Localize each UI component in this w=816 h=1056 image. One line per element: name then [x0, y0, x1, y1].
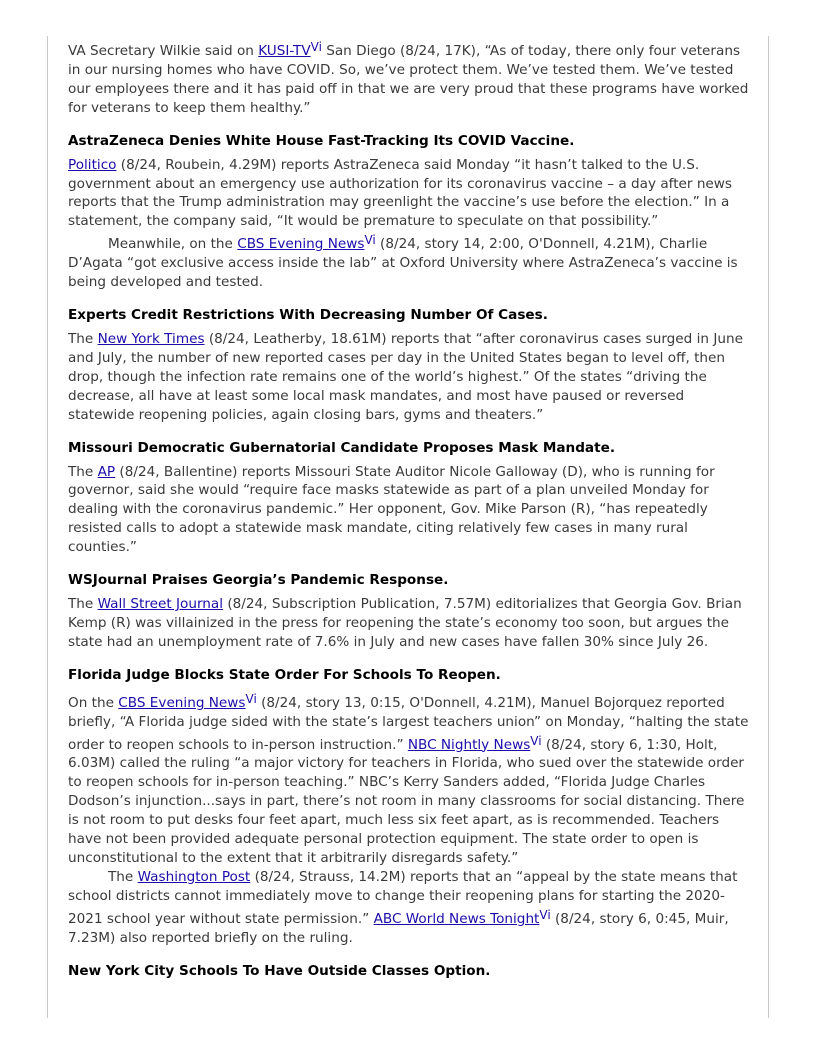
paragraph-text: (8/24, story 14, 2:00, O'Donnell, 4.21M), Charlie D’Agata “got exclusive access inside the lab” at Oxford University where AstraZeneca’s vaccine is being developed and tested.: [68, 236, 738, 291]
video-icon[interactable]: Vi: [364, 233, 376, 248]
source-link[interactable]: New York Times: [97, 330, 205, 347]
paragraph-text: (8/24, story 6, 1:30, Holt, 6.03M) called the ruling “a major victory for teachers in Florida, who sued over the statewide order to reopen schools for in-person teaching.” NBC’s Kerry Sanders added, “Florida Judge Charles Dodson’s injunction...says in part, there’s not room in many classrooms for social distancing. There is not room to put desks four feet apart, much less six feet apart, as is recommended. Teachers have not been provided adequate personal protection equipment. The state order to open is unconstitutional to the extent that it arbitrarily disregards safety.”: [68, 736, 745, 866]
paragraph-text: (8/24, Roubein, 4.29M) reports AstraZeneca said Monday “it hasn’t talked to the U.S. government about an emergency use authorization for its coronavirus vaccine – a day after news reports that the Trump administration may greenlight the vaccine’s use before the election.” In a statement, the company said, “It would be premature to speculate on that possibility.”: [68, 156, 732, 230]
section-heading: Experts Credit Restrictions With Decreasing Number Of Cases.: [68, 306, 548, 323]
paragraph: [68, 463, 750, 558]
paragraph-text: On the: [68, 694, 119, 711]
paragraph: [68, 868, 750, 948]
section-heading: WSJournal Praises Georgia’s Pandemic Response.: [68, 572, 449, 589]
paragraph-text: The: [108, 868, 138, 885]
paragraph-text: (8/24, Ballentine) reports Missouri State Auditor Nicole Galloway (D), who is running for governor, said she would “require face masks statewide as part of a plan unveiled Monday for dealing with the coronavirus pandemic.” Her opponent, Gov. Mike Parson (R), “has repeatedly resisted calls to adopt a statewide mask mandate, citing relatively few cases in many rural counties.”: [68, 463, 715, 556]
section-heading: Florida Judge Blocks State Order For Schools To Reopen.: [68, 666, 501, 683]
video-icon[interactable]: Vi: [310, 40, 322, 54]
paragraph-text: Meanwhile, on the: [108, 236, 238, 253]
paragraph-text: VA Secretary Wilkie said on: [68, 43, 259, 59]
paragraph-text: The: [68, 463, 98, 480]
paragraph: [68, 595, 750, 652]
paragraph-text: (8/24, story 6, 0:45, Muir, 7.23M) also reported briefly on the ruling.: [68, 910, 729, 946]
video-icon[interactable]: Vi: [245, 691, 257, 706]
paragraph-text: (8/24, story 13, 0:15, O'Donnell, 4.21M), Manuel Bojorquez reported briefly, “A Florida judge sided with the state’s largest teachers union” on Monday, “halting the state order to reopen schools to in-person instruction.”: [68, 694, 749, 753]
section-heading: AstraZeneca Denies White House Fast-Tracking Its COVID Vaccine.: [68, 132, 575, 149]
section-heading: Missouri Democratic Gubernatorial Candidate Proposes Mask Mandate.: [68, 439, 615, 456]
right-margin-rule: [768, 36, 769, 1018]
source-link[interactable]: NBC Nightly News: [407, 736, 531, 753]
source-link[interactable]: CBS Evening News: [118, 694, 246, 711]
paragraph: [68, 330, 750, 425]
section-heading: New York City Schools To Have Outside Classes Option.: [68, 962, 491, 979]
paragraph-text: (8/24, Leatherby, 18.61M) reports that “after coronavirus cases surged in June and July, the number of new reported cases per day in the United States began to level off, then drop, though the infection rate remains one of the world’s highest.” Of the states “driving the decrease, all have at least some local mask mandates, and most have paused or reversed statewide reopening policies, again closing bars, gyms and theaters.”: [68, 330, 743, 423]
left-margin-rule: [47, 36, 48, 1018]
paragraph-text: (8/24, Subscription Publication, 7.57M) editorializes that Georgia Gov. Brian Kemp (R) was villainized in the press for reopening the state’s economy too soon, but argues the state had an unemployment rate of 7.6% in July and new cases have fallen 30% since July 26.: [68, 596, 742, 650]
paragraph: [68, 38, 750, 118]
source-link[interactable]: KUSI-TV: [258, 43, 311, 59]
video-icon[interactable]: Vi: [539, 907, 551, 922]
paragraph-text: The: [68, 330, 98, 347]
paragraph-text: The: [68, 596, 98, 613]
paragraph-text: (8/24, Strauss, 14.2M) reports that an “appeal by the state means that school districts cannot immediately move to change their reopening plans for starting the 2020-2021 school year without state permission.”: [68, 868, 738, 927]
source-link[interactable]: AP: [97, 463, 116, 480]
source-link[interactable]: Washington Post: [137, 868, 251, 885]
source-link[interactable]: Politico: [68, 156, 117, 173]
source-link[interactable]: Wall Street Journal: [97, 596, 224, 613]
source-link[interactable]: CBS Evening News: [237, 236, 365, 253]
paragraph-text: San Diego (8/24, 17K), “As of today, there only four veterans in our nursing homes who have COVID. So, we’ve protect them. We’ve tested them. We’ve tested our employees there and it has paid off in that we are very proud that these programs have worked for veterans to keep them healthy.”: [68, 43, 749, 116]
paragraph: [68, 156, 750, 232]
paragraph: [68, 231, 750, 292]
source-link[interactable]: ABC World News Tonight: [373, 910, 540, 927]
article-content: [68, 38, 750, 986]
video-icon[interactable]: Vi: [530, 733, 542, 748]
paragraph: [68, 690, 750, 868]
